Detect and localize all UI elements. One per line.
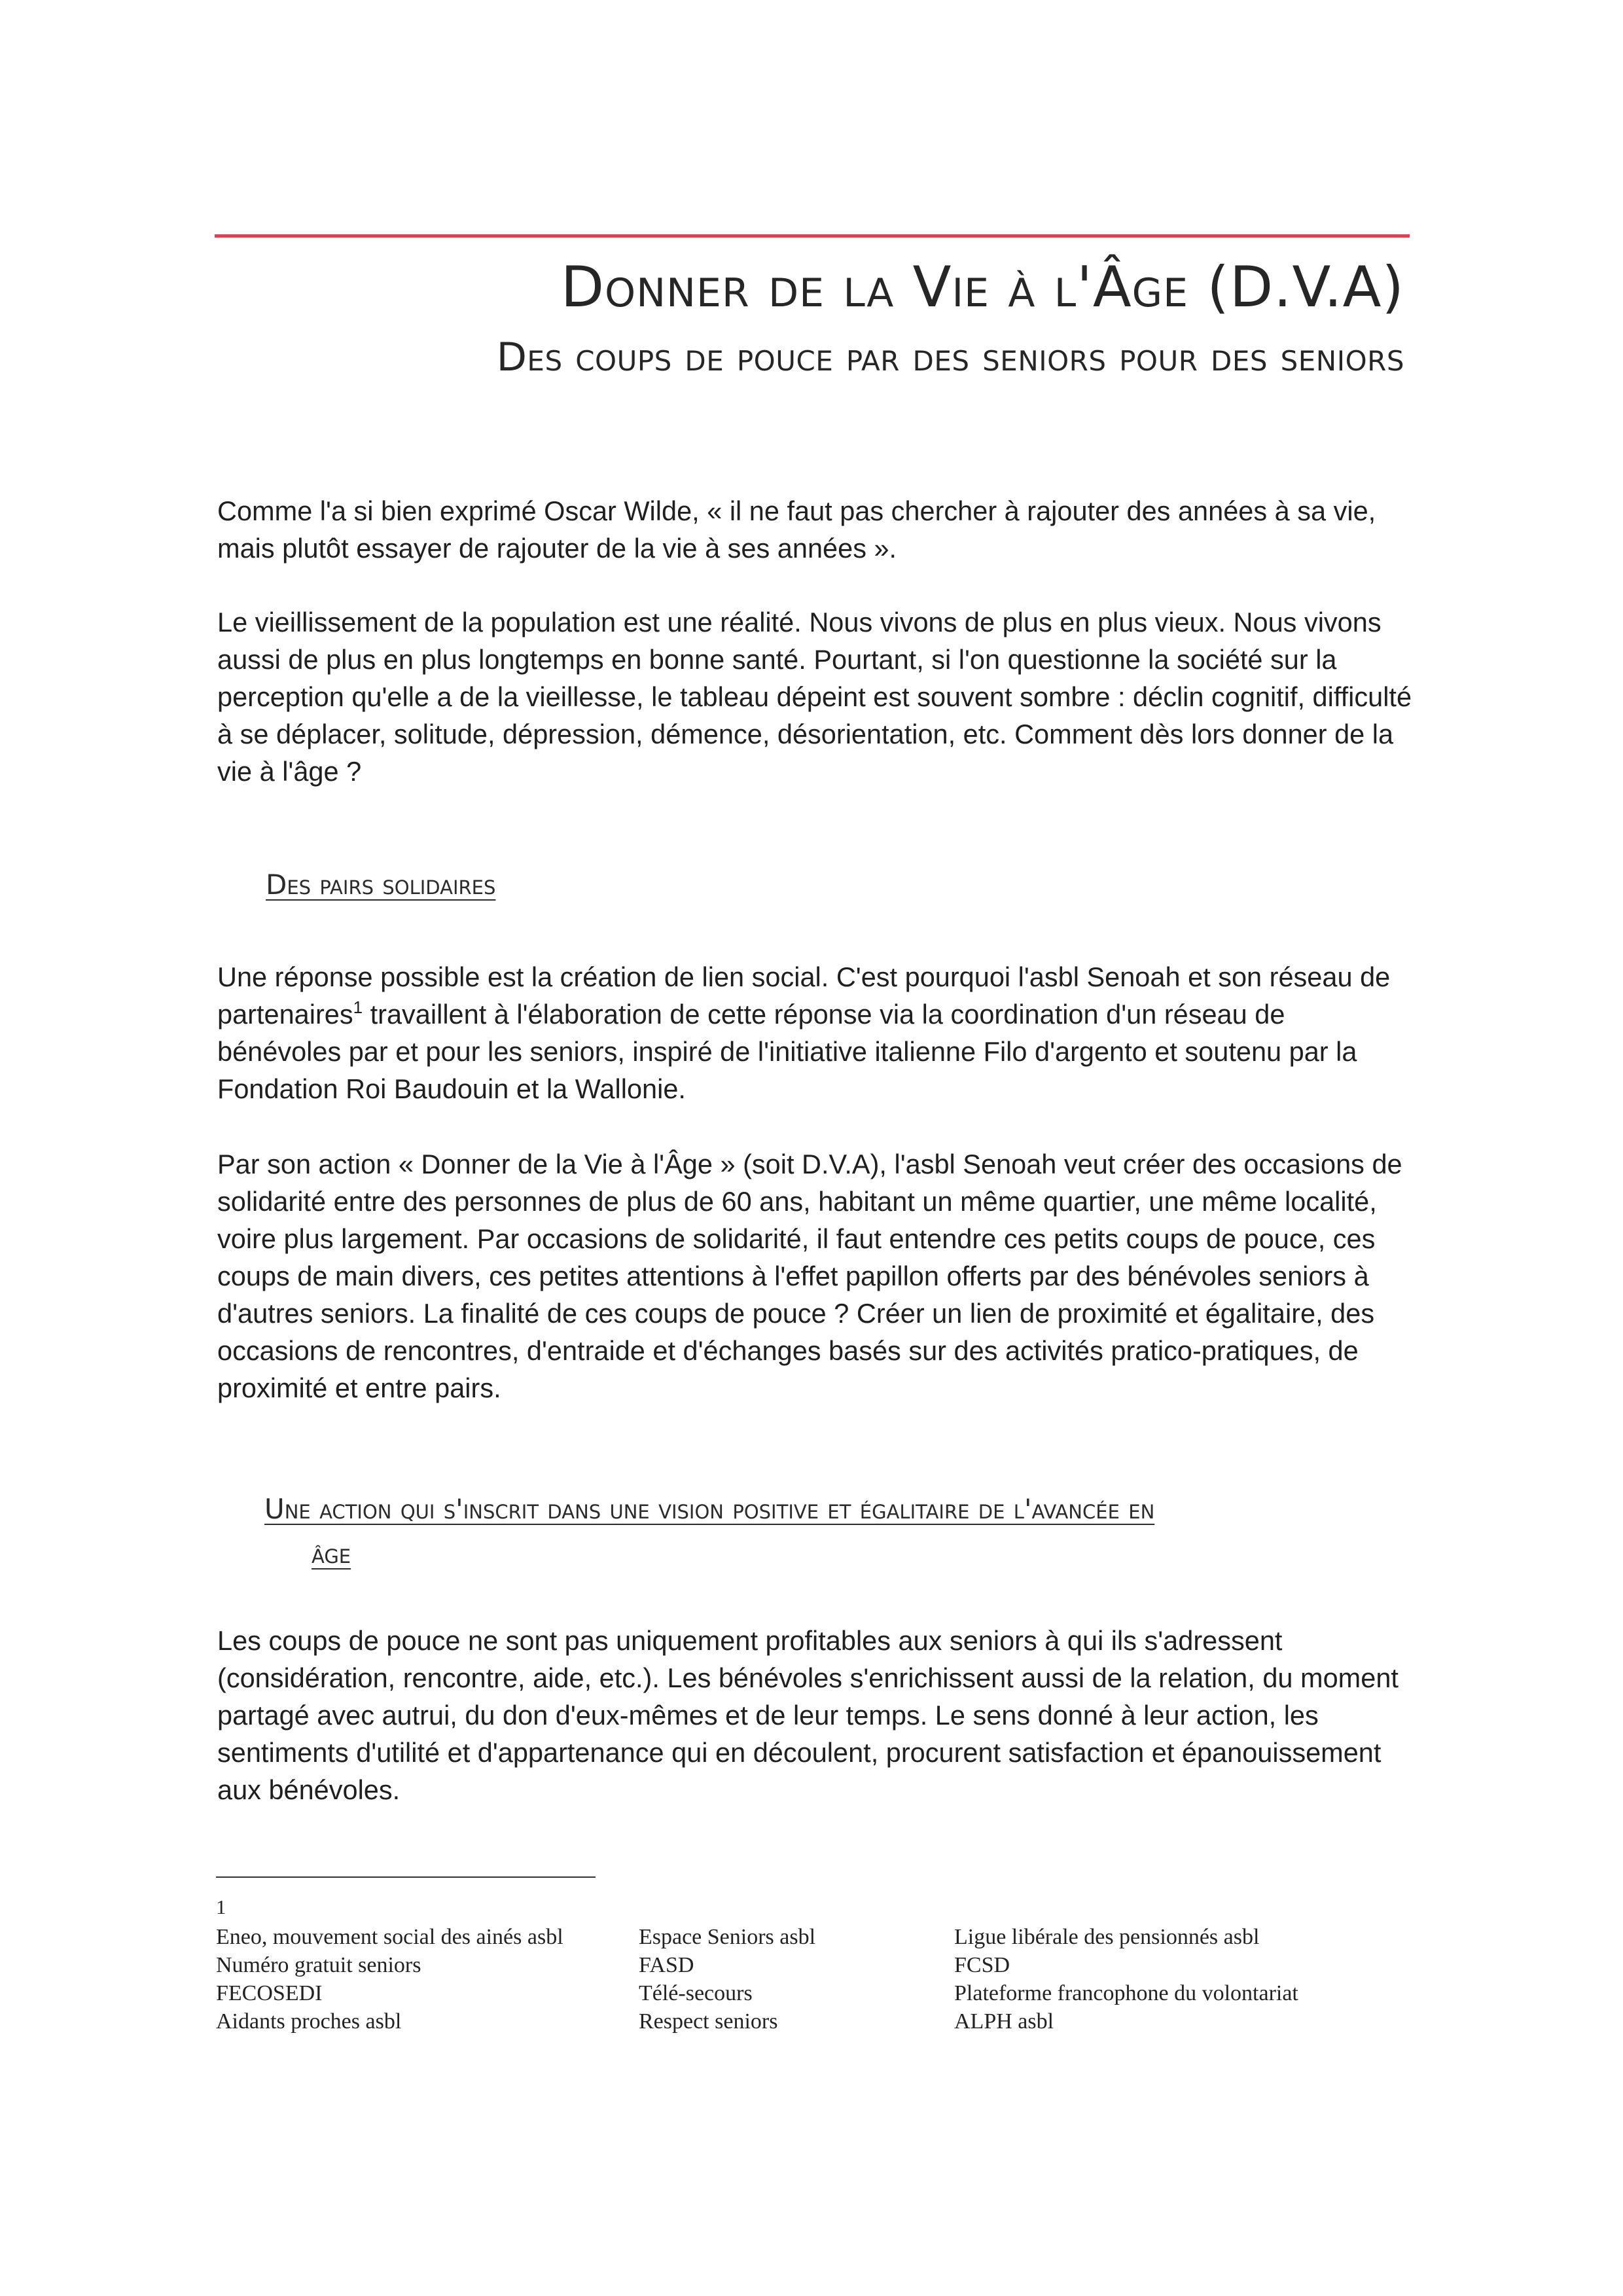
document-subtitle: Des coups de pouce par des seniors pour des seniors (496, 334, 1404, 380)
partner-item: ALPH asbl (954, 2009, 1054, 2034)
section1-paragraph-1-text: Une réponse possible est la création de lien social. C'est pourquoi l'asbl Senoah et son réseau de partenaires (217, 961, 1391, 1030)
footnote-separator (216, 1876, 596, 1878)
intro-paragraph-1: Comme l'a si bien exprimé Oscar Wilde, « il ne faut pas chercher à rajouter des années à sa vie, mais plutôt essayer de rajouter de la vie à ses années ». (217, 495, 1376, 564)
footnote-reference: 1 (353, 997, 363, 1017)
partner-item: FECOSEDI (216, 1981, 323, 2005)
footnote-partners-col-1 (216, 1923, 563, 2036)
footnote-number: 1 (216, 1895, 226, 1918)
section-heading-vision (264, 1487, 1390, 1576)
intro-paragraph-2: Le vieillissement de la population est une réalité. Nous vivons de plus en plus vieux. Nous vivons aussi de plus en plus longtemps en bonne santé. Pourtant, si l'on questionne la société sur la perception qu'elle a de la vieillesse, le tableau dépeint est souvent sombre : déclin cognitif, difficulté à se déplacer, solitude, dépression, démence, désorientation, etc. Comment dès lors donner de la vie à l'âge ? (217, 607, 1412, 787)
partner-item: Télé-secours (639, 1981, 753, 2005)
section1-paragraph-2: Par son action « Donner de la Vie à l'Âge » (soit D.V.A), l'asbl Senoah veut créer des occasions de solidarité entre des personnes de plus de 60 ans, habitant un même quartier, une même localité, voire plus largement. Par occasions de solidarité, il faut entendre ces petits coups de pouce, ces coups de main divers, ces petites attentions à l'effet papillon offerts par des bénévoles seniors à d'autres seniors. La finalité de ces coups de pouce ? Créer un lien de proximité et égalitaire, des occasions de rencontres, d'entraide et d'échanges basés sur des activités pratico-pratiques, de proximité et entre pairs. (217, 1149, 1402, 1403)
partner-item: Aidants proches asbl (216, 2009, 402, 2034)
section-heading-pairs: Des pairs solidaires (266, 869, 496, 901)
section2-paragraph-1: Les coups de pouce ne sont pas uniquement profitables aux seniors à qui ils s'adressent (considération, rencontre, aide, etc.). Les bénévoles s'enrichissent aussi de la relation, du moment partagé avec autrui, du don d'eux-mêmes et de leur temps. Le sens donné à leur action, les sentiments d'utilité et d'appartenance qui en découlent, procurent satisfaction et épanouissement aux bénévoles. (217, 1625, 1399, 1805)
partner-item: Respect seniors (639, 2009, 778, 2034)
footnote-partners-col-2 (639, 1923, 815, 2036)
partner-item: FCSD (954, 1953, 1010, 1977)
footnote-partners-col-3 (954, 1923, 1298, 2036)
header-accent-rule (215, 234, 1410, 238)
partner-item: Plateforme francophone du volontariat (954, 1981, 1298, 2005)
section-heading-vision-line1: Une action qui s'inscrit dans une vision positive et égalitaire de l'avancée en (264, 1493, 1155, 1525)
partner-item: Eneo, mouvement social des ainés asbl (216, 1925, 563, 1949)
partner-item: Ligue libérale des pensionnés asbl (954, 1925, 1260, 1949)
document-title: Donner de la Vie à l'Âge (D.V.A) (560, 255, 1404, 320)
section-heading-vision-line2: âge (312, 1537, 351, 1570)
section1-paragraph-1 (217, 958, 1415, 1107)
partner-item: Espace Seniors asbl (639, 1925, 816, 1949)
partner-item: FASD (639, 1953, 694, 1977)
section1-paragraph-1-text-cont: travaillent à l'élaboration de cette réponse via la coordination d'un réseau de bénévoles par et pour les seniors, inspiré de l'initiative italienne Filo d'argento et soutenu par la Fondation Roi Baudouin et la Wallonie. (217, 999, 1357, 1104)
partner-item: Numéro gratuit seniors (216, 1953, 421, 1977)
